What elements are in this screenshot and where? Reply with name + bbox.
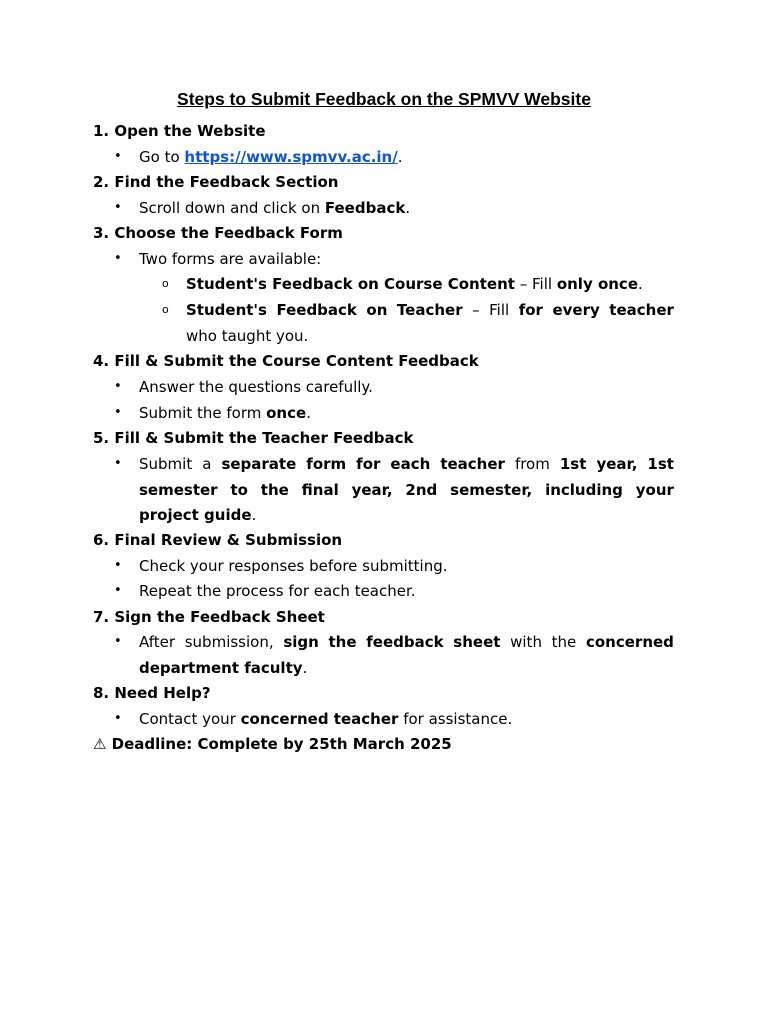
list-item	[139, 400, 311, 426]
text: Scroll down and click on	[139, 199, 321, 217]
word: year,	[351, 481, 393, 499]
word: concerned	[585, 633, 674, 651]
word: Teacher	[396, 301, 463, 319]
list-item-continuation	[139, 502, 256, 528]
word: 1st	[559, 455, 587, 473]
word: separate	[221, 455, 297, 473]
section-8-bullet-line	[0, 706, 768, 732]
list-item	[186, 297, 674, 323]
section-7-bullet-line-1	[0, 629, 768, 655]
text: – Fill	[519, 275, 553, 293]
word: submission,	[184, 633, 274, 651]
word: feedback	[366, 633, 444, 651]
bold-text: once	[266, 404, 307, 422]
bullet-icon: •	[114, 456, 122, 471]
word: Feedback	[276, 301, 357, 319]
text: .	[405, 199, 411, 217]
text: Go to	[139, 148, 180, 166]
section-heading: 6. Final Review & Submission	[93, 531, 343, 549]
text: Submit the form	[139, 404, 262, 422]
section-7-bullet-line-2	[0, 655, 768, 681]
list-item	[139, 451, 674, 477]
word: 1st	[647, 455, 674, 473]
text: .	[397, 148, 403, 166]
section-6-bullet-2-line	[0, 578, 768, 604]
word: the	[260, 481, 289, 499]
word: your	[635, 481, 674, 499]
bullet-icon: •	[114, 200, 122, 215]
text: for assistance.	[403, 710, 513, 728]
section-3-bullet-line	[0, 246, 768, 272]
sub-bullet-icon: o	[162, 277, 169, 290]
section-3-subbullet-1-line	[0, 271, 768, 297]
word: including	[545, 481, 623, 499]
bullet-icon: •	[114, 634, 122, 649]
list-item: Two forms are available:	[139, 250, 322, 268]
section-5-heading-line	[0, 425, 768, 451]
section-2-bullet-line	[0, 195, 768, 221]
bold-text: Feedback	[324, 199, 406, 217]
section-heading: 7. Sign the Feedback Sheet	[93, 608, 325, 626]
list-item: Check your responses before submitting.	[139, 557, 448, 575]
list-item	[139, 195, 410, 221]
sub-bullet-icon: o	[162, 303, 169, 316]
section-heading: 4. Fill & Submit the Course Content Feedback	[93, 352, 479, 370]
deadline-line	[0, 731, 768, 757]
word: 2nd	[405, 481, 438, 499]
section-3-subbullet-2-continuation	[0, 323, 768, 349]
list-item	[139, 629, 674, 655]
bullet-icon: •	[114, 251, 122, 266]
section-6-heading-line	[0, 527, 768, 553]
bullet-icon: •	[114, 583, 122, 598]
deadline-notice: ⚠ Deadline: Complete by 25th March 2025	[93, 735, 452, 753]
bullet-icon: •	[114, 149, 122, 164]
section-5-bullet-line-3	[0, 502, 768, 528]
section-5-bullet-line-2	[0, 477, 768, 503]
word: year,	[596, 455, 638, 473]
word: every	[552, 301, 600, 319]
list-item	[139, 706, 512, 732]
word: each	[390, 455, 431, 473]
word: for	[518, 301, 543, 319]
section-3-subbullet-2-line	[0, 297, 768, 323]
section-7-heading-line	[0, 604, 768, 630]
word: with	[510, 633, 542, 651]
section-1-heading-line	[0, 118, 768, 144]
section-1-bullet-line	[0, 144, 768, 170]
word: Fill	[489, 301, 510, 319]
text: .	[251, 506, 257, 524]
list-item: Answer the questions carefully.	[139, 378, 373, 396]
bold-text: project guide	[139, 506, 252, 524]
word: a	[202, 455, 212, 473]
section-4-heading-line	[0, 348, 768, 374]
word: on	[366, 301, 388, 319]
word: sign	[283, 633, 319, 651]
list-item: Repeat the process for each teacher.	[139, 582, 416, 600]
word: from	[514, 455, 550, 473]
text: Contact your	[139, 710, 236, 728]
bold-text: Student's Feedback on Course Content	[186, 275, 515, 293]
section-heading: 3. Choose the Feedback Form	[93, 224, 343, 242]
text: .	[638, 275, 643, 293]
page-title: Steps to Submit Feedback on the SPMVV Website	[177, 89, 591, 109]
word: –	[472, 301, 480, 319]
section-heading: 2. Find the Feedback Section	[93, 173, 339, 191]
bullet-icon: •	[114, 711, 122, 726]
word: semester,	[450, 481, 533, 499]
section-2-heading-line	[0, 169, 768, 195]
list-item-continuation	[139, 655, 307, 681]
section-heading: 8. Need Help?	[93, 684, 211, 702]
word: final	[301, 481, 339, 499]
word: form	[306, 455, 347, 473]
word: the	[328, 633, 357, 651]
word: sheet	[453, 633, 501, 651]
list-item	[139, 144, 403, 170]
text: .	[302, 659, 308, 677]
section-6-bullet-1-line	[0, 553, 768, 579]
word: semester	[139, 481, 218, 499]
section-5-bullet-line-1	[0, 451, 768, 477]
list-item-continuation	[139, 477, 674, 503]
section-4-bullet-2-line	[0, 400, 768, 426]
bullet-icon: •	[114, 379, 122, 394]
list-item	[186, 271, 643, 297]
word: to	[230, 481, 248, 499]
word: Submit	[139, 455, 193, 473]
section-3-heading-line	[0, 220, 768, 246]
word: for	[356, 455, 381, 473]
website-link[interactable]: https://www.spmvv.ac.in/	[184, 148, 398, 166]
bold-text: concerned teacher	[240, 710, 399, 728]
bold-text: only once	[556, 275, 638, 293]
word: the	[551, 633, 577, 651]
section-4-bullet-1-line	[0, 374, 768, 400]
word: Student's	[186, 301, 267, 319]
word: After	[139, 633, 176, 651]
section-8-heading-line	[0, 680, 768, 706]
bold-text: department faculty	[139, 659, 303, 677]
word: teacher	[440, 455, 505, 473]
bullet-icon: •	[114, 405, 122, 420]
bullet-icon: •	[114, 558, 122, 573]
word: teacher	[609, 301, 674, 319]
section-heading: 5. Fill & Submit the Teacher Feedback	[93, 429, 414, 447]
section-heading: 1. Open the Website	[93, 122, 266, 140]
list-item-continuation: who taught you.	[186, 327, 309, 345]
text: .	[306, 404, 311, 422]
